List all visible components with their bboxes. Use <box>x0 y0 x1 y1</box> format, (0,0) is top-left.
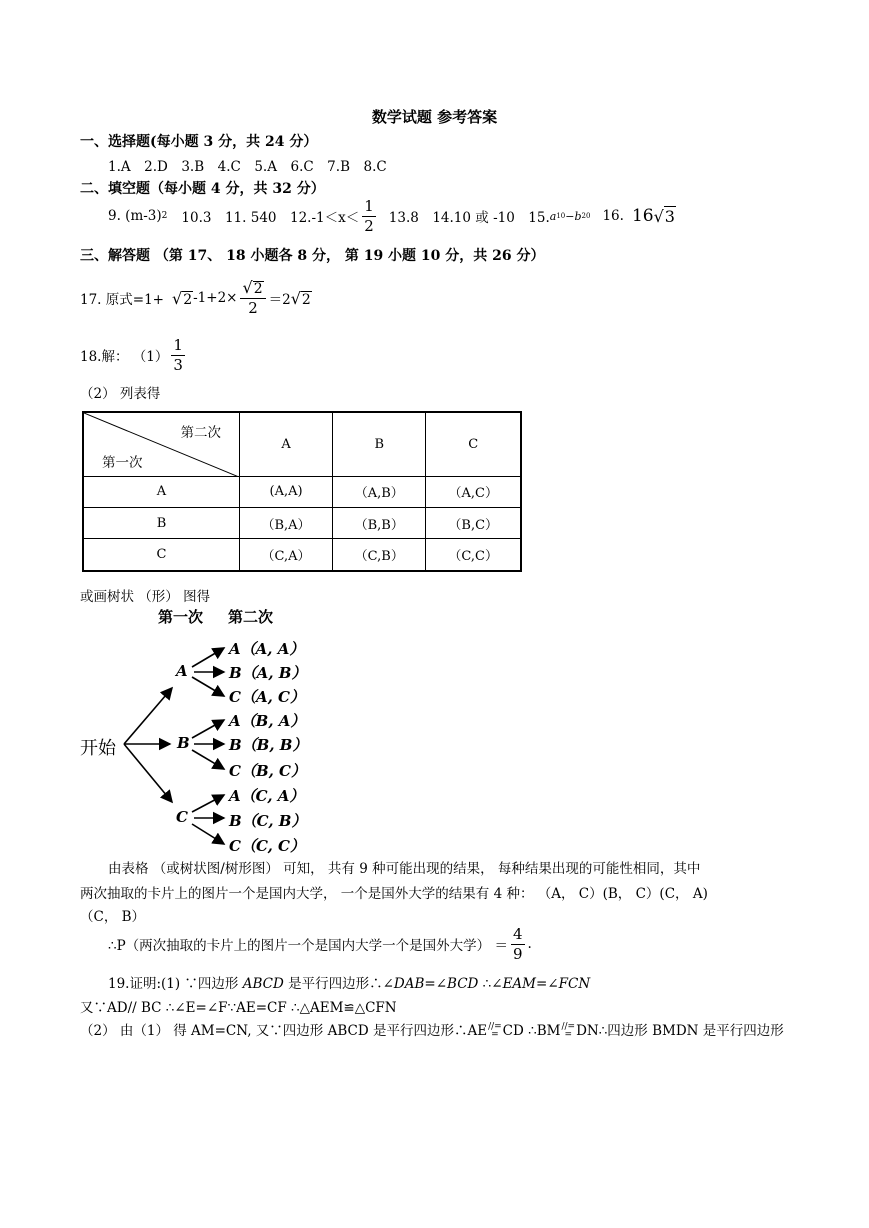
probability-fraction <box>511 924 525 963</box>
q19-text: （2） 由（1） 得 AM=CN, 又∵四边形 ABCD 是平行四边形∴AE <box>80 1023 488 1039</box>
q19-italic: EAM <box>502 976 537 992</box>
table-cell: （A,C） <box>426 476 521 507</box>
tree-leaf: A（B, A） <box>229 712 306 730</box>
section2-heading: 二、填空题（每小题 4 分，共 32 分） <box>80 181 325 197</box>
table-cell: （B,B） <box>333 507 426 538</box>
row-header: A <box>83 476 240 507</box>
parallel-equal-icon <box>561 1023 575 1039</box>
page-title: 数学试题 参考答案 <box>371 108 498 126</box>
table-cell: （B,C） <box>426 507 521 538</box>
q12-denominator: 2 <box>364 216 374 235</box>
q15-b-exp: 20 <box>581 212 591 220</box>
radical-icon: √ <box>242 278 253 297</box>
tree-leaf: A（A, A） <box>229 640 305 658</box>
q19-line3 <box>80 1019 784 1039</box>
probability-end: . <box>527 936 532 952</box>
probability-line <box>108 922 532 966</box>
q16-radicand: 3 <box>664 207 675 226</box>
parallel-equal-icon <box>488 1023 502 1039</box>
table-cell: （C,B） <box>333 539 426 571</box>
tree-leaf: B（A, B） <box>229 664 307 682</box>
tree-node-b: B <box>177 734 190 752</box>
radical-icon: √ <box>171 288 183 308</box>
explain-line2: 两次抽取的卡片上的图片一个是国内大学， 一个是国外大学的结果有 4 种： （A， C）(B， C）(C， A) <box>80 886 708 902</box>
q19-text: 是平行四边形∴∠ <box>283 976 394 992</box>
q16-label: 16. <box>602 208 624 224</box>
q17-radicand1: 2 <box>183 291 193 308</box>
table-cell: (A,A) <box>240 476 333 507</box>
column-header: A <box>240 412 333 476</box>
radical-icon: √ <box>653 207 664 226</box>
row-header: B <box>83 507 240 538</box>
explain-line1: 由表格 （或树状图/树形图） 可知， 共有 9 种可能出现的结果， 每种结果出现的可能性相同，其中 <box>108 861 701 877</box>
tree-intro: 或画树状 （形） 图得 <box>80 589 211 605</box>
q17-equals: ＝2 <box>268 292 291 308</box>
table-cell: （A,B） <box>333 476 426 507</box>
tree-node-a: A <box>176 662 188 680</box>
q15-b: b <box>574 209 582 223</box>
tree-leaf: C（A, C） <box>229 688 305 706</box>
tree-leaf: B（C, B） <box>229 812 307 830</box>
section1-heading: 一、选择题(每小题 3 分，共 24 分） <box>80 134 318 150</box>
q18-p1-denominator: 3 <box>173 355 183 374</box>
q18-part2: （2） 列表得 <box>80 386 161 402</box>
q18-label: 18.解： （1） <box>80 349 169 365</box>
tree-leaf: A（C, A） <box>229 787 305 805</box>
column-header: B <box>333 412 426 476</box>
q17-prefix: 17. 原式=1+ <box>80 292 164 308</box>
q19-line2: 又∵AD// BC ∴∠E=∠F∵AE=CF ∴△AEM≌△CFN <box>80 1000 397 1016</box>
column-header: C <box>426 412 521 476</box>
q15-minus: − <box>565 209 575 223</box>
tree-leaf: C（C, C） <box>229 837 305 855</box>
table-cell: （C,A） <box>240 539 333 571</box>
row-header: C <box>83 539 240 571</box>
q12-numerator: 1 <box>364 196 374 215</box>
q17-mid: -1+2× <box>193 290 238 306</box>
q18-p1-numerator: 1 <box>173 335 183 354</box>
q19-text: DN∴四边形 BMDN 是平行四边形 <box>576 1023 784 1039</box>
tree-leaf: C（B, C） <box>229 762 306 780</box>
q19-italic: FCN <box>558 976 591 992</box>
tree-node-c: C <box>176 808 188 826</box>
tree-root: 开始 <box>80 738 116 759</box>
probability-text: ∴P（两次抽取的卡片上的图片一个是国内大学一个是国外大学） ＝ <box>108 938 508 954</box>
q19-line1 <box>108 972 590 992</box>
q19-text: CD ∴BM <box>502 1023 561 1039</box>
q19-text: =∠ <box>536 976 559 992</box>
q9-exponent: 2 <box>161 211 168 221</box>
q16-coefficient: 16 <box>631 206 654 226</box>
probability-denominator: 9 <box>512 944 523 963</box>
q10-12-answer: 10.3 11. 540 12.-1＜x＜ <box>181 210 360 226</box>
choice-answers: 1.A 2.D 3.B 4.C 5.A 6.C 7.B 8.C <box>108 159 387 175</box>
parallel-mark: //= <box>561 1022 576 1032</box>
q19-italic: ABCD <box>242 976 284 992</box>
q15-a: a <box>549 209 557 223</box>
explain-line3: （C， B） <box>80 909 146 925</box>
header-first-draw: 第一次 <box>102 455 143 471</box>
radical-icon: √ <box>290 288 301 308</box>
parallel-mark: //= <box>488 1022 502 1032</box>
q17-num-radicand: 2 <box>253 281 263 297</box>
q13-15-answer: 13.8 14.10 或 -10 15. <box>388 210 550 226</box>
equal-mark: = <box>491 1030 499 1040</box>
q17-denominator: 2 <box>248 299 258 317</box>
probability-numerator: 4 <box>512 924 523 943</box>
q19-text: =∠ <box>424 976 448 992</box>
q15-a-exp: 10 <box>556 212 566 220</box>
q19-text: ∴∠ <box>478 976 503 992</box>
q17-radicand2: 2 <box>301 291 311 308</box>
tree-leaf: B（B, B） <box>229 736 308 754</box>
tree-header-second: 第二次 <box>228 608 274 626</box>
table-cell: （B,A） <box>240 507 333 538</box>
table-cell: （C,C） <box>426 539 521 571</box>
q19-text: 19.证明:(1) ∵四边形 <box>108 976 243 992</box>
q9-answer: 9. (m-3) <box>108 208 162 224</box>
equal-mark: = <box>564 1030 573 1040</box>
q19-italic: BCD <box>447 976 479 992</box>
tree-header-first: 第一次 <box>158 608 204 626</box>
q19-italic: DAB <box>393 976 425 992</box>
section3-heading: 三、解答题 （第 17、 18 小题各 8 分， 第 19 小题 10 分，共 26 分） <box>80 248 545 264</box>
header-second-draw: 第二次 <box>180 425 221 441</box>
